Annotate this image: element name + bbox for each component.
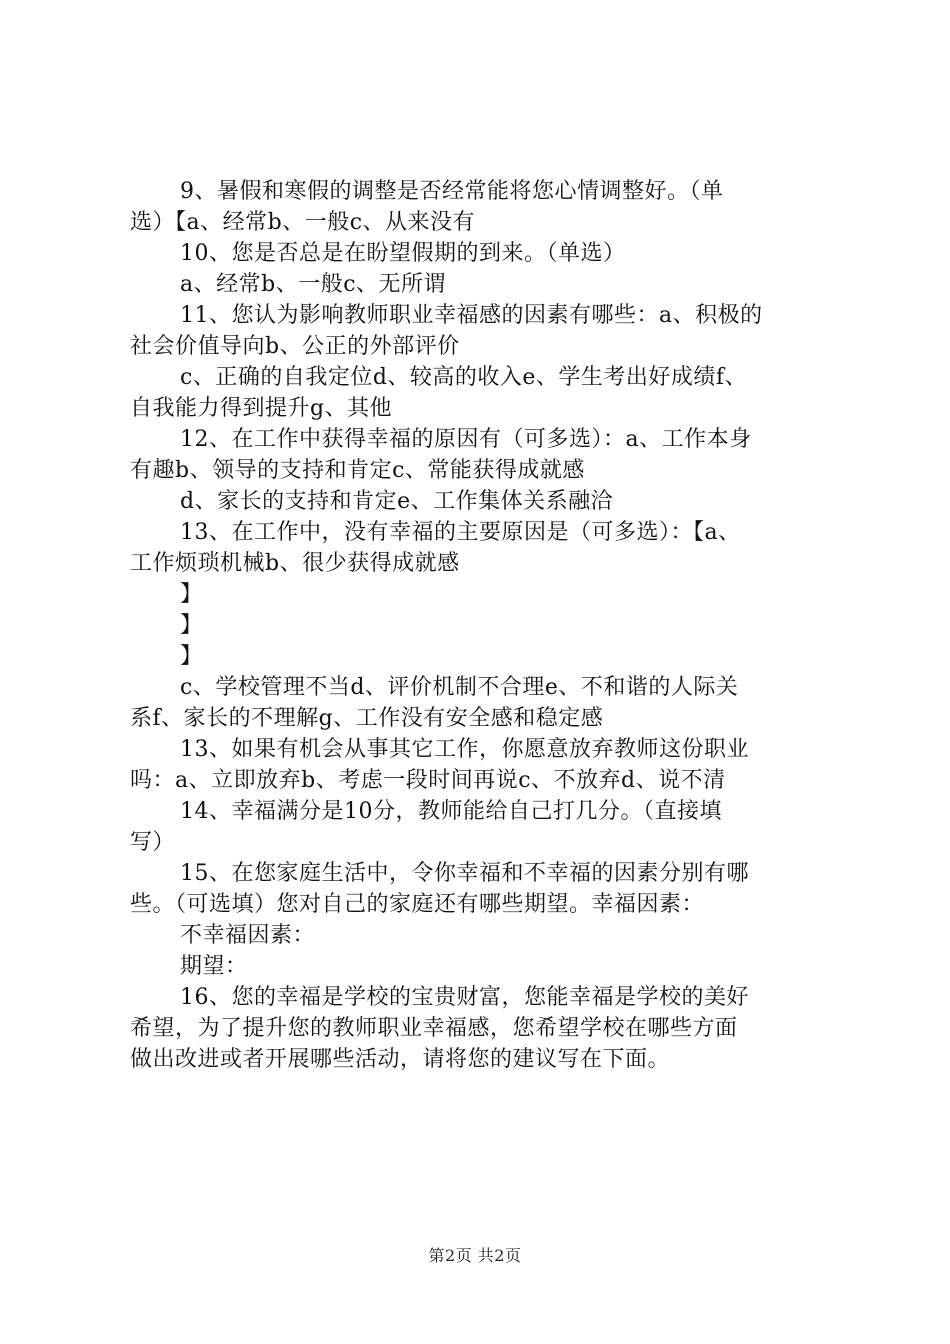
page-number-label: 第2页 共2页 <box>428 1246 522 1265</box>
line-20: 吗：a、立即放弃b、考虑一段时间再说c、不放弃d、说不清 <box>130 768 726 793</box>
line-24: 些。（可选填）您对自己的家庭还有哪些期望。幸福因素： <box>130 892 705 917</box>
line-16: 】 <box>180 644 203 669</box>
line-11: d、家长的支持和肯定e、工作集体关系融洽 <box>180 489 614 514</box>
line-7: c、正确的自我定位d、较高的收入e、学生考出好成绩f、 <box>180 365 748 390</box>
document-body <box>130 176 835 1075</box>
line-13: 工作烦琐机械b、很少获得成就感 <box>130 551 460 576</box>
line-10: 有趣b、领导的支持和肯定c、常能获得成就感 <box>130 458 585 483</box>
line-12: 13、在工作中，没有幸福的主要原因是（可多选）：【a、 <box>180 520 741 545</box>
line-27: 16、您的幸福是学校的宝贵财富，您能幸福是学校的美好 <box>180 985 749 1010</box>
line-29: 做出改进或者开展哪些活动，请将您的建议写在下面。 <box>130 1047 671 1072</box>
line-5: 11、您认为影响教师职业幸福感的因素有哪些：a、积极的 <box>180 303 763 328</box>
line-23: 15、在您家庭生活中，令你幸福和不幸福的因素分别有哪 <box>180 861 749 886</box>
line-17: c、学校管理不当d、评价机制不合理e、不和谐的人际关 <box>180 675 739 700</box>
line-8: 自我能力得到提升g、其他 <box>130 396 393 421</box>
line-21: 14、幸福满分是10分，教师能给自己打几分。（直接填 <box>180 799 722 824</box>
line-1: 9、暑假和寒假的调整是否经常能将您心情调整好。（单 <box>180 179 724 204</box>
line-3: 10、您是否总是在盼望假期的到来。（单选） <box>180 241 626 266</box>
line-15: 】 <box>180 613 203 638</box>
line-26: 期望： <box>180 954 248 979</box>
line-14: 】 <box>180 582 203 607</box>
line-28: 希望，为了提升您的教师职业幸福感，您希望学校在哪些方面 <box>130 1016 738 1041</box>
line-9: 12、在工作中获得幸福的原因有（可多选）：a、工作本身 <box>180 427 752 452</box>
line-22: 写） <box>130 830 176 855</box>
line-2: 选）【a、经常b、一般c、从来没有 <box>130 210 476 235</box>
line-6: 社会价值导向b、公正的外部评价 <box>130 334 460 359</box>
line-19: 13、如果有机会从事其它工作，你愿意放弃教师这份职业 <box>180 737 749 762</box>
line-25: 不幸福因素： <box>180 923 316 948</box>
line-18: 系f、家长的不理解g、工作没有安全感和稳定感 <box>130 706 604 731</box>
line-4: a、经常b、一般c、无所谓 <box>180 272 447 297</box>
page-footer <box>0 1243 950 1266</box>
